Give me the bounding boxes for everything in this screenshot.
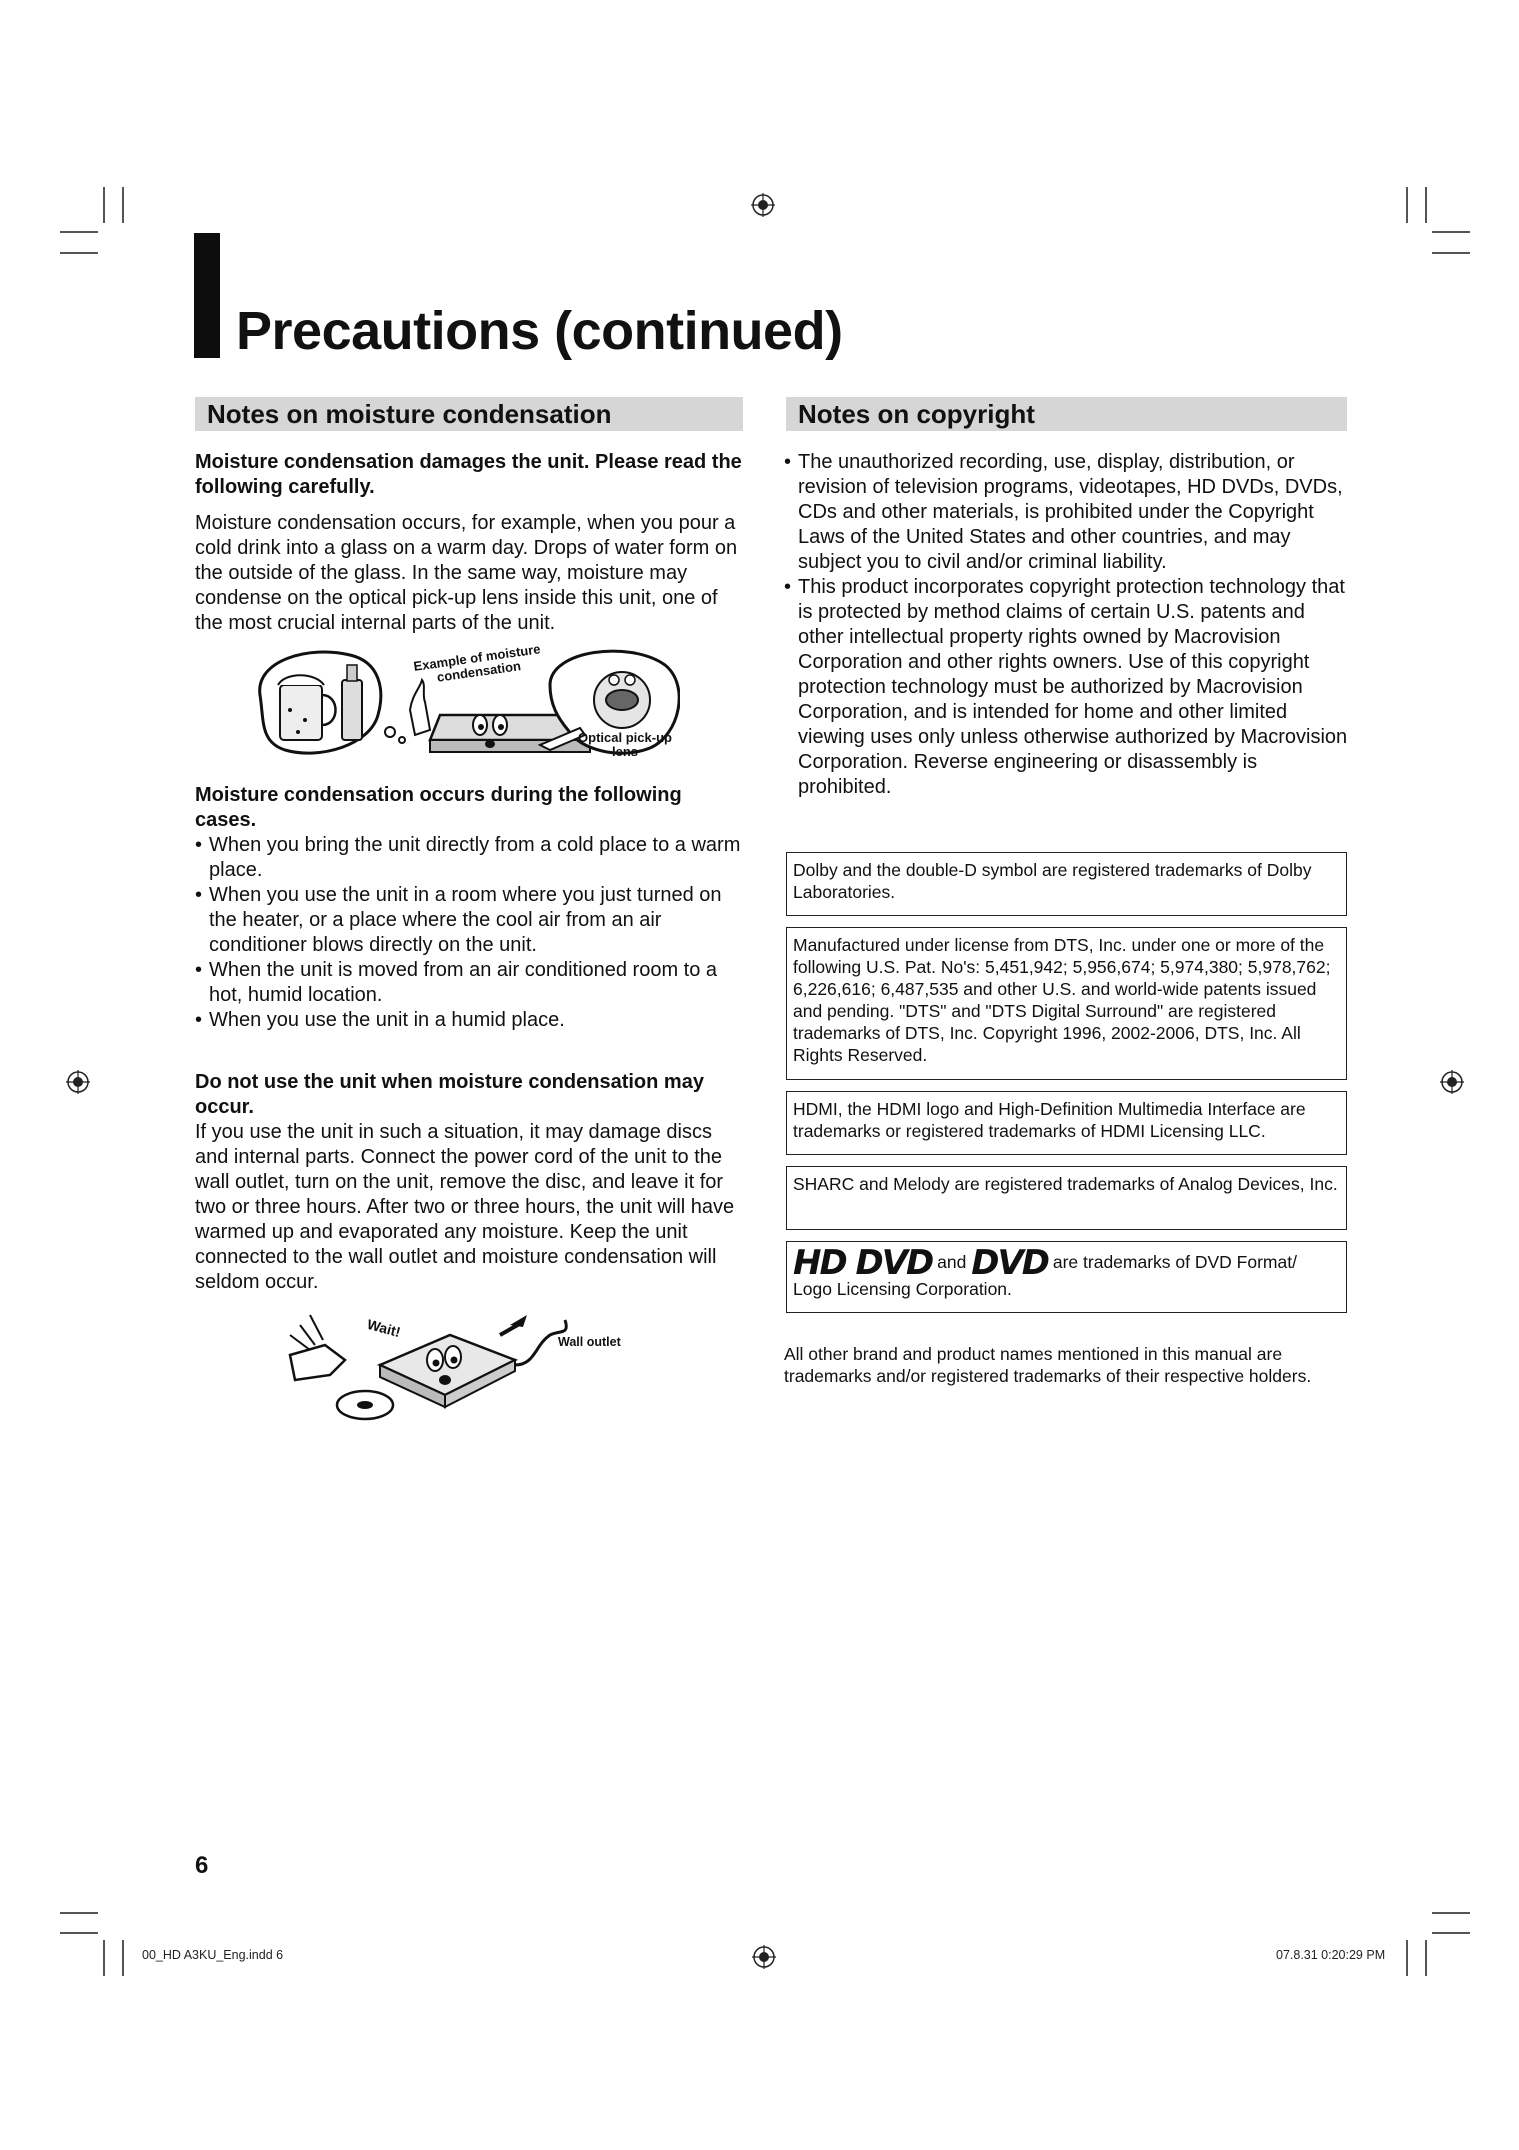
crop-mark	[1432, 231, 1470, 233]
illustration-label-wait: Wait!	[365, 1315, 403, 1341]
donot-heading: Do not use the unit when moisture condensation may occur.	[195, 1071, 704, 1118]
crop-mark	[1425, 1940, 1427, 1976]
page-number: 6	[195, 1852, 209, 1879]
moisture-heading: Notes on moisture condensation	[195, 397, 743, 431]
dvd-and: and	[937, 1252, 967, 1272]
crop-mark	[1432, 252, 1470, 254]
crop-mark	[60, 252, 98, 254]
list-item: • When you use the unit in a humid place.	[195, 1008, 747, 1033]
dvd-text-1: are trademarks of DVD Format/	[1052, 1252, 1297, 1272]
list-item: • When the unit is moved from an air conditioned room to a hot, humid location.	[195, 958, 747, 1008]
crop-mark	[103, 1940, 105, 1976]
footer-timestamp: 07.8.31 0:20:29 PM	[1276, 1948, 1386, 1962]
trademark-dolby: Dolby and the double-D symbol are registered trademarks of Dolby Laboratories.	[786, 852, 1347, 916]
registration-mark-icon	[751, 193, 775, 217]
moisture-intro-text: Moisture condensation occurs, for example, when you pour a cold drink into a glass on a warm day. Drops of water form on the outside of the glass. In the same way, moisture may condense on the optical pick-up lens inside this unit, one of the most crucial internal parts of the unit.	[195, 512, 738, 634]
list-item: • When you bring the unit directly from a cold place to a warm place.	[195, 833, 747, 883]
crop-mark	[1432, 1912, 1470, 1914]
crop-mark	[1406, 187, 1408, 223]
moisture-intro-bold: Moisture condensation damages the unit. Please read the following carefully.	[195, 451, 742, 498]
wall-outlet-illustration	[285, 1305, 585, 1425]
crop-mark	[60, 1912, 98, 1914]
dvd-logo: DVD	[971, 1243, 1048, 1283]
registration-mark-icon	[752, 1945, 776, 1969]
moisture-cases	[195, 783, 747, 1033]
list-item: • The unauthorized recording, use, display, distribution, or revision of television programs, videotapes, HD DVDs, DVDs, CDs and other materials, is prohibited under the Copyright Laws of the United States and other countries, and may subject you to civil and/or criminal liability.	[784, 450, 1350, 575]
crop-mark	[1432, 1932, 1470, 1934]
moisture-intro	[195, 450, 747, 636]
copyright-list	[784, 450, 1350, 800]
illustration-label-outlet: Wall outlet	[558, 1335, 621, 1349]
page-title: Precautions (continued)	[236, 301, 843, 361]
copyright-heading: Notes on copyright	[786, 397, 1347, 431]
crop-mark	[1425, 187, 1427, 223]
moisture-donot	[195, 1070, 747, 1295]
list-item: • This product incorporates copyright protection technology that is protected by method claims of certain U.S. patents and other intellectual property rights owned by Macrovision Corporation and other rights owners. Use of this copyright protection technology must be authorized by Macrovision Corporation, and is intended for home and other limited viewing uses only unless otherwise authorized by Macrovision Corporation. Reverse engineering or disassembly is prohibited.	[784, 575, 1350, 800]
trademark-sharc: SHARC and Melody are registered trademarks of Analog Devices, Inc.	[786, 1166, 1347, 1230]
hd-dvd-logo: HD DVD	[793, 1243, 933, 1283]
crop-mark	[60, 231, 98, 233]
crop-mark	[1406, 1940, 1408, 1976]
registration-mark-icon	[1440, 1070, 1464, 1094]
crop-mark	[103, 187, 105, 223]
trademark-hdmi: HDMI, the HDMI logo and High-Definition Multimedia Interface are trademarks or registered trademarks of HDMI Licensing LLC.	[786, 1091, 1347, 1155]
crop-mark	[60, 1932, 98, 1934]
illustration-label-example: Example of moisture condensation	[412, 641, 542, 685]
dvd-text-2: Logo Licensing Corporation.	[793, 1279, 1012, 1299]
title-bar	[194, 233, 220, 358]
trademark-dvd	[786, 1241, 1347, 1313]
trademark-dts: Manufactured under license from DTS, Inc. under one or more of the following U.S. Pat. No's: 5,451,942; 5,956,674; 5,974,380; 5,978,762; 6,226,616; 6,487,535 and other U.S. and world-wide patents issued and pending. "DTS" and "DTS Digital Surround" are registered trademarks of DTS, Inc. Copyright 1996, 2002-2006, DTS, Inc. All Rights Reserved.	[786, 927, 1347, 1080]
trademark-other: All other brand and product names mentioned in this manual are trademarks and/or registered trademarks of their respective holders.	[784, 1344, 1312, 1386]
illustration-label-lens: Optical pick-up lens	[578, 730, 672, 759]
registration-mark-icon	[66, 1070, 90, 1094]
crop-mark	[122, 1940, 124, 1976]
cases-heading: Moisture condensation occurs during the following cases.	[195, 784, 682, 831]
donot-text: If you use the unit in such a situation, it may damage discs and internal parts. Connect the power cord of the unit to the wall outlet, turn on the unit, remove the disc, and leave it for two or three hours. After two or three hours, the unit will have warmed up and evaporated any moisture. Keep the unit connected to the wall outlet and moisture condensation will seldom occur.	[195, 1121, 735, 1293]
crop-mark	[122, 187, 124, 223]
footer-file: 00_HD A3KU_Eng.indd 6	[142, 1948, 284, 1962]
list-item: • When you use the unit in a room where you just turned on the heater, or a place where the cool air from an air conditioner blows directly on the unit.	[195, 883, 747, 958]
cases-list	[195, 833, 747, 1033]
